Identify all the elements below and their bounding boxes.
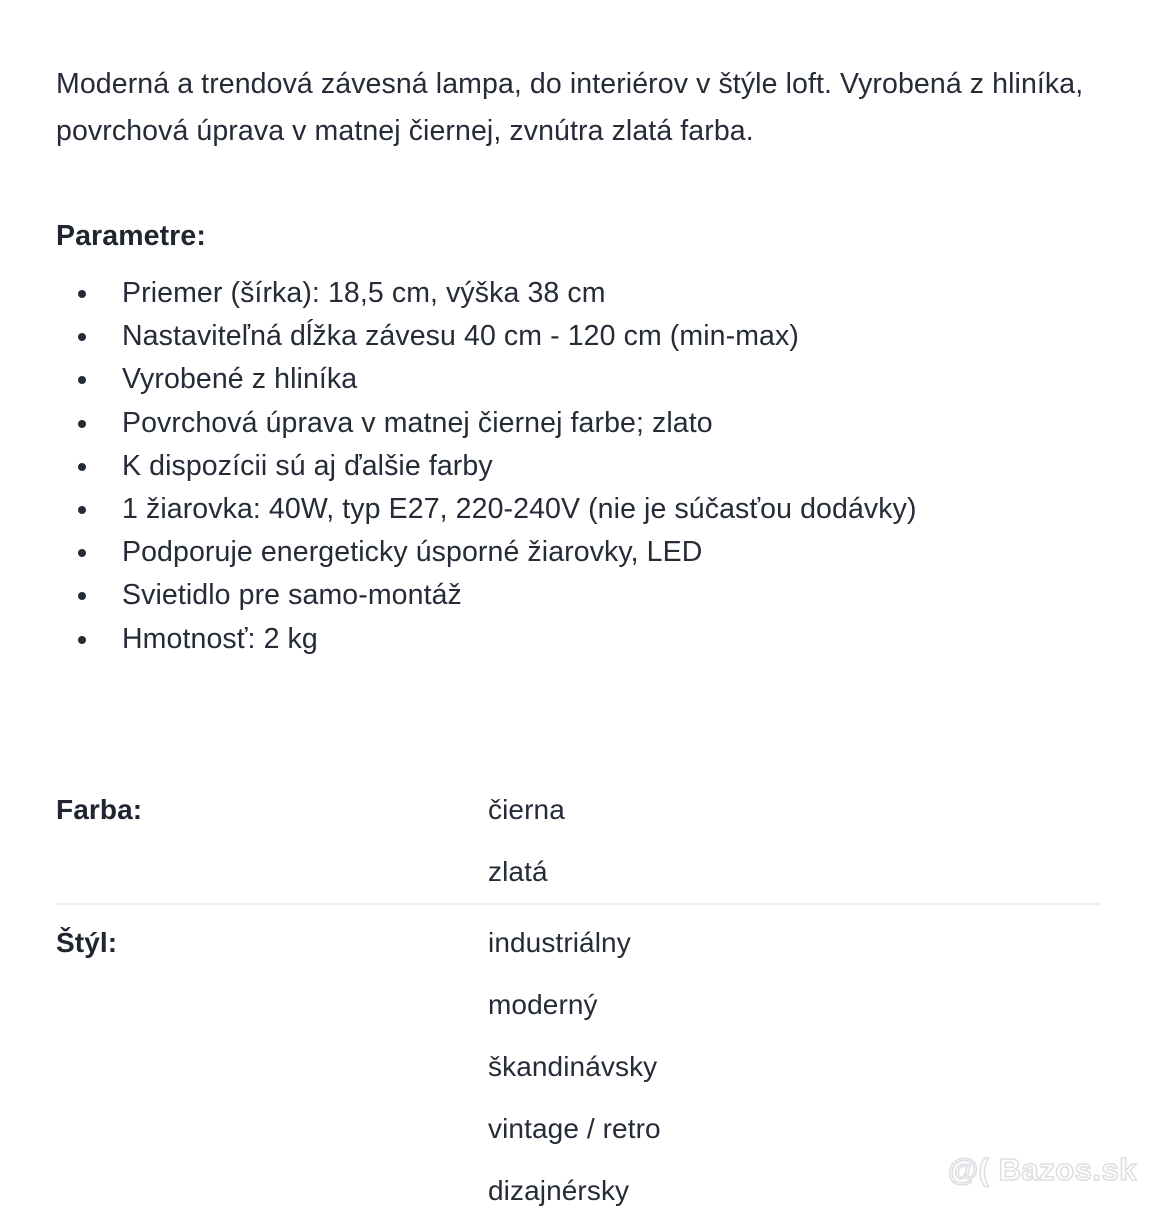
spec-value: dizajnérsky	[488, 1175, 630, 1206]
spec-label-farba: Farba:	[56, 794, 143, 825]
list-item	[56, 315, 1116, 358]
bullet-icon	[78, 549, 86, 557]
list-item-label: Vyrobené z hliníka	[122, 363, 358, 396]
list-item-label: K dispozícii sú aj ďalšie farby	[122, 449, 493, 482]
spec-values-farba	[488, 772, 1100, 903]
spec-value: čierna	[488, 794, 565, 825]
list-item-label: Hmotnosť: 2 kg	[122, 622, 318, 655]
spec-value: škandinávsky	[488, 1051, 658, 1082]
table-row	[56, 903, 1100, 1222]
list-item	[56, 445, 1116, 488]
bullet-icon	[78, 592, 86, 600]
list-item	[56, 618, 1116, 661]
list-item-label: 1 žiarovka: 40W, typ E27, 220-240V (nie je súčasťou dodávky)	[122, 493, 917, 526]
list-item-label: Podporuje energeticky úsporné žiarovky, LED	[122, 536, 703, 569]
bullet-icon	[78, 290, 86, 298]
bullet-icon	[78, 636, 86, 644]
parameters-heading: Parametre:	[56, 219, 206, 252]
list-item-label: Priemer (šírka): 18,5 cm, výška 38 cm	[122, 277, 606, 309]
intro-paragraph: Moderná a trendová závesná lampa, do interiérov v štýle loft. Vyrobená z hliníka, povrchová úprava v matnej čiernej, zvnútra zlatá farba.	[56, 67, 1084, 147]
bullet-icon	[78, 463, 86, 471]
list-item	[56, 402, 1116, 445]
bullet-icon	[78, 333, 86, 341]
list-item-label: Povrchová úprava v matnej čiernej farbe; zlato	[122, 406, 713, 439]
list-item	[56, 358, 1116, 401]
bullet-icon	[78, 506, 86, 514]
list-item-label: Nastaviteľná dĺžka závesu 40 cm - 120 cm (min-max)	[122, 320, 799, 353]
bullet-icon	[78, 420, 86, 428]
spec-value: vintage / retro	[488, 1113, 661, 1144]
list-item	[56, 531, 1116, 574]
table-row	[56, 772, 1100, 903]
bazos-watermark: @( Bazos.sk	[947, 1152, 1137, 1187]
list-item	[56, 272, 1116, 315]
parameters-list	[56, 272, 1116, 661]
list-item	[56, 574, 1116, 617]
list-item	[56, 488, 1116, 531]
list-item-label: Svietidlo pre samo-montáž	[122, 579, 462, 612]
spec-value: moderný	[488, 989, 598, 1020]
spec-label-styl: Štýl:	[56, 927, 118, 958]
spec-value: industriálny	[488, 927, 631, 958]
bullet-icon	[78, 376, 86, 384]
specification-table	[56, 772, 1100, 1222]
spec-value: zlatá	[488, 856, 548, 887]
